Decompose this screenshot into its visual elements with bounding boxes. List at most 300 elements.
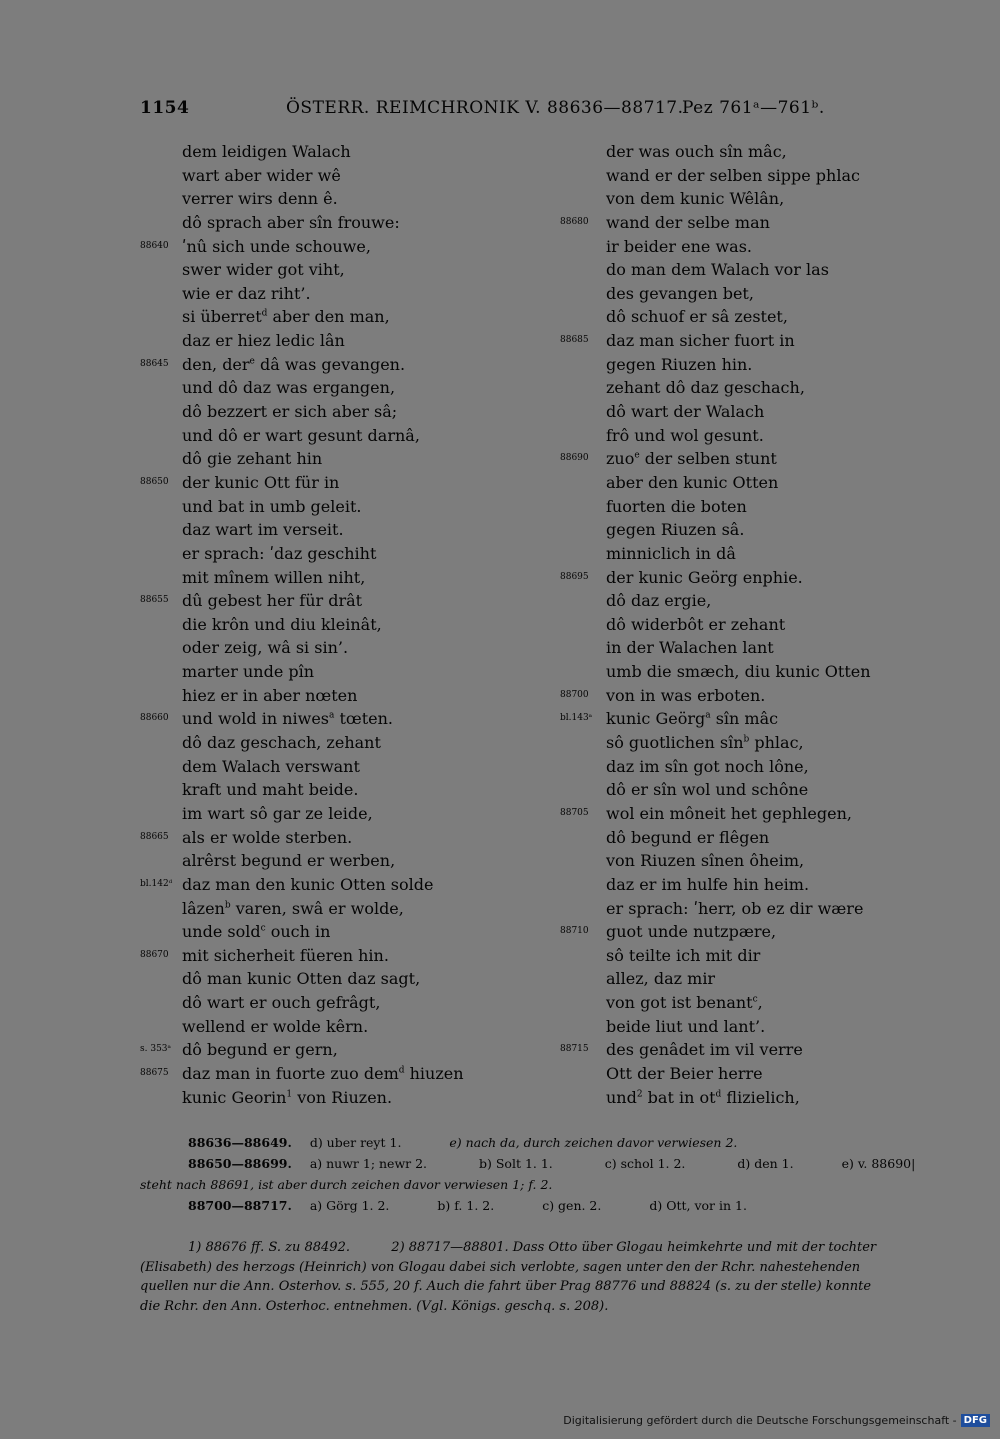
- verse-text: [182, 731, 381, 755]
- verse-text: [182, 495, 361, 519]
- verse-fragment: von in was erboten.: [606, 685, 766, 705]
- verse-line: [560, 471, 920, 495]
- left-verse-column: [140, 140, 500, 1109]
- verse-fragment: dô schuof er sâ zestet,: [606, 307, 788, 327]
- verse-line: [140, 778, 500, 802]
- verse-text: [182, 329, 345, 353]
- verse-line: [560, 187, 920, 211]
- apparatus-range: 88636—88649.: [188, 1135, 292, 1150]
- verse-fragment: er sprach: ʹdaz geschiht: [182, 543, 377, 563]
- verse-number: 88655: [140, 595, 169, 606]
- verse-fragment: mit mînem willen niht,: [182, 567, 366, 587]
- apparatus-note: steht nach 88691, ist aber durch zeichen davor verwiesen 1; f. 2.: [140, 1177, 553, 1192]
- verse-line: [140, 400, 500, 424]
- verse-line: [140, 424, 500, 448]
- verse-text: [182, 589, 362, 613]
- verse-number: s. 353ᵃ: [140, 1044, 171, 1055]
- verse-number: 88670: [140, 949, 169, 960]
- verse-fragment: der kunic Geörg enphie.: [606, 567, 803, 587]
- verse-fragment: varen, swâ er wolde,: [230, 898, 404, 918]
- verse-line: [560, 140, 920, 164]
- verse-line: [560, 684, 920, 708]
- verse-text: [606, 235, 752, 259]
- verse-text: [182, 755, 360, 779]
- verse-line: [140, 305, 500, 329]
- verse-fragment: von got ist benant: [606, 993, 753, 1013]
- verse-line: [560, 400, 920, 424]
- verse-fragment: swer wider got viht,: [182, 260, 345, 280]
- verse-text: [606, 967, 715, 991]
- verse-number: 88680: [560, 216, 589, 227]
- verse-line: [140, 447, 500, 471]
- verse-fragment: im wart sô gar ze leide,: [182, 803, 373, 823]
- verse-fragment: dô daz ergie,: [606, 591, 712, 611]
- verse-fragment: daz man in fuorte zuo dem: [182, 1063, 399, 1083]
- verse-fragment: tœten.: [334, 709, 394, 729]
- verse-fragment: beide liut und lant’.: [606, 1016, 766, 1036]
- verse-text: [182, 991, 380, 1015]
- verse-text: [182, 873, 433, 897]
- verse-text: [182, 1015, 368, 1039]
- verse-line: [560, 873, 920, 897]
- verse-text: [182, 849, 395, 873]
- verse-line: [140, 1038, 500, 1062]
- verse-fragment: flizielich,: [721, 1087, 800, 1107]
- verse-text: [606, 826, 769, 850]
- verse-text: [182, 778, 358, 802]
- verse-line: [560, 944, 920, 968]
- verse-line: [560, 1015, 920, 1039]
- apparatus-note: d) uber reyt 1.: [309, 1135, 402, 1150]
- verse-line: [560, 329, 920, 353]
- verse-line: [560, 1062, 920, 1086]
- verse-number: 88695: [560, 571, 589, 582]
- verse-fragment: daz man den kunic Otten solde: [182, 874, 434, 894]
- verse-line: [560, 778, 920, 802]
- verse-fragment: von Riuzen sînen ôheim,: [606, 851, 805, 871]
- verse-text: [606, 566, 803, 590]
- verse-line: [560, 967, 920, 991]
- verse-number: bl.143ᵃ: [560, 713, 593, 724]
- apparatus-note: a) nuwr 1; newr 2.: [309, 1156, 428, 1171]
- verse-fragment: do man dem Walach vor las: [606, 260, 829, 280]
- verse-line: [560, 707, 920, 731]
- verse-text: [606, 376, 805, 400]
- verse-line: [140, 802, 500, 826]
- verse-text: [606, 920, 776, 944]
- apparatus-note: b) f. 1. 2.: [437, 1198, 495, 1213]
- verse-text: [182, 164, 341, 188]
- verse-fragment: sô teilte ich mit dir: [606, 945, 761, 965]
- verse-fragment: daz man sicher fuort in: [606, 331, 795, 351]
- verse-line: [140, 731, 500, 755]
- verse-text: [182, 376, 395, 400]
- verse-fragment: zuo: [606, 449, 635, 469]
- verse-line: [560, 211, 920, 235]
- verse-fragment: ouch in: [265, 922, 331, 942]
- verse-text: [606, 636, 774, 660]
- verse-fragment: den, der: [182, 354, 250, 374]
- footnote-line: quellen nur die Ann. Osterhov. s. 555, 20 f. Auch die fahrt über Prag 88776 und 88824 (s. zu der stelle) konnte: [140, 1279, 872, 1294]
- verse-fragment: wand er der selben sippe phlac: [606, 165, 860, 185]
- verse-text: [606, 471, 778, 495]
- verse-text: [182, 920, 330, 944]
- verse-number: 88715: [560, 1044, 589, 1055]
- verse-text: [606, 684, 765, 708]
- page-header: [140, 98, 840, 126]
- verse-fragment: daz er im hulfe hin heim.: [606, 874, 810, 894]
- verse-line: [560, 542, 920, 566]
- verse-text: [606, 424, 764, 448]
- verse-fragment: und: [606, 1087, 637, 1107]
- verse-line: [140, 707, 500, 731]
- verse-line: [140, 329, 500, 353]
- verse-text: [606, 211, 770, 235]
- verse-fragment: daz er hiez ledic lân: [182, 331, 345, 351]
- verse-text: [182, 566, 365, 590]
- verse-fragment: kunic Geörg: [606, 709, 706, 729]
- verse-fragment: wellend er wolde kêrn.: [182, 1016, 369, 1036]
- verse-line: [140, 613, 500, 637]
- verse-fragment: dô gie zehant hin: [182, 449, 323, 469]
- verse-fragment: von dem kunic Wêlân,: [606, 189, 785, 209]
- verse-text: [606, 1062, 763, 1086]
- verse-fragment: dû gebest her für drât: [182, 591, 363, 611]
- verse-line: [140, 589, 500, 613]
- verse-fragment: wie er daz riht’.: [182, 283, 311, 303]
- verse-line: [560, 518, 920, 542]
- apparatus-note: e) nach da, durch zeichen davor verwiesen 2.: [449, 1135, 738, 1150]
- verse-text: [182, 660, 314, 684]
- verse-fragment: er sprach: ʹherr, ob ez dir wære: [606, 898, 864, 918]
- verse-line: [140, 471, 500, 495]
- verse-text: [606, 944, 760, 968]
- verse-line: [140, 376, 500, 400]
- verse-superscript: 1: [286, 1089, 293, 1100]
- verse-line: [560, 636, 920, 660]
- apparatus-note: b) Solt 1. 1.: [479, 1156, 553, 1171]
- verse-fragment: ʹnû sich unde schouwe,: [182, 236, 371, 256]
- verse-fragment: der was ouch sîn mâc,: [606, 142, 787, 161]
- verse-superscript: a: [329, 711, 335, 722]
- footnote-line: die Rchr. den Ann. Osterhoc. entnehmen. (Vgl. Königs. geschq. s. 208).: [140, 1298, 609, 1314]
- verse-line: [140, 849, 500, 873]
- verse-line: [560, 235, 920, 259]
- verse-fragment: dô daz geschach, zehant: [182, 733, 381, 753]
- verse-number: 88660: [140, 713, 169, 724]
- verse-fragment: und bat in umb geleit.: [182, 496, 362, 516]
- verse-number: 88640: [140, 240, 169, 251]
- verse-text: [606, 755, 809, 779]
- verse-fragment: dô man kunic Otten daz sagt,: [182, 969, 421, 989]
- verse-line: [560, 660, 920, 684]
- critical-apparatus: [140, 1132, 970, 1216]
- verse-superscript: c: [260, 923, 266, 934]
- dfg-credit: [563, 1414, 990, 1427]
- verse-fragment: und wold in niwes: [182, 709, 330, 729]
- verse-number: 88675: [140, 1067, 169, 1078]
- right-verse-column: [560, 140, 920, 1109]
- verse-text: [606, 873, 809, 897]
- verse-number: 88665: [140, 831, 169, 842]
- verse-text: [182, 826, 352, 850]
- verse-text: [182, 187, 338, 211]
- verse-fragment: Ott der Beier herre: [606, 1063, 763, 1083]
- verse-text: [182, 802, 373, 826]
- verse-line: [140, 991, 500, 1015]
- verse-line: [140, 684, 500, 708]
- verse-fragment: daz wart im verseit.: [182, 520, 344, 540]
- verse-text: [606, 164, 860, 188]
- verse-line: [140, 353, 500, 377]
- verse-line: [560, 424, 920, 448]
- verse-text: [182, 542, 376, 566]
- verse-fragment: kraft und maht beide.: [182, 780, 359, 800]
- verse-text: [606, 731, 804, 755]
- verse-superscript: e: [634, 451, 640, 461]
- verse-fragment: gegen Riuzen hin.: [606, 354, 753, 374]
- verse-text: [606, 140, 787, 164]
- verse-fragment: dô begund er flêgen: [606, 827, 770, 847]
- apparatus-row: [140, 1153, 970, 1174]
- verse-text: [182, 1038, 338, 1062]
- verse-line: [560, 353, 920, 377]
- verse-line: [560, 613, 920, 637]
- verse-text: [606, 329, 795, 353]
- verse-text: [182, 897, 404, 921]
- verse-text: [182, 967, 420, 991]
- verse-text: [182, 613, 382, 637]
- verse-text: [182, 353, 405, 377]
- verse-fragment: allez, daz mir: [606, 969, 716, 989]
- verse-number: 88690: [560, 453, 589, 464]
- verse-line: [140, 1015, 500, 1039]
- verse-fragment: wand der selbe man: [606, 212, 770, 232]
- verse-fragment: minniclich in dâ: [606, 543, 736, 563]
- verse-fragment: sô guotlichen sîn: [606, 733, 744, 753]
- verse-fragment: dô sprach aber sîn frouwe:: [182, 212, 400, 232]
- verse-line: [140, 897, 500, 921]
- verse-fragment: hiez er in aber nœten: [182, 685, 358, 705]
- verse-fragment: oder zeig, wâ si sin’.: [182, 638, 349, 658]
- verse-superscript: c: [752, 994, 758, 1005]
- verse-fragment: phlac,: [749, 733, 804, 753]
- apparatus-note: d) den 1.: [737, 1156, 794, 1171]
- verse-text: [606, 400, 764, 424]
- verse-fragment: zehant dô daz geschach,: [606, 378, 805, 398]
- verse-line: [560, 305, 920, 329]
- verse-fragment: der selben stunt: [639, 449, 777, 469]
- verse-superscript: d: [715, 1089, 722, 1100]
- verse-line: [140, 164, 500, 188]
- verse-number: 88700: [560, 689, 589, 700]
- verse-line: [560, 164, 920, 188]
- verse-line: [140, 1062, 500, 1086]
- footnote-line: 1) 88676 ff. S. zu 88492. 2) 88717—88801. Dass Otto über Glogau heimkehrte und mit der tochter: [188, 1240, 877, 1255]
- verse-fragment: umb die smæch, diu kunic Otten: [606, 662, 871, 682]
- verse-fragment: und dô er wart gesunt darnâ,: [182, 425, 420, 445]
- verse-line: [140, 826, 500, 850]
- verse-line: [560, 802, 920, 826]
- verse-text: [182, 944, 389, 968]
- verse-text: [606, 991, 763, 1015]
- verse-line: [140, 873, 500, 897]
- verse-fragment: und dô daz was ergangen,: [182, 378, 396, 398]
- verse-fragment: aber den kunic Otten: [606, 472, 779, 492]
- verse-fragment: dô wart er ouch gefrâgt,: [182, 993, 381, 1013]
- verse-text: [606, 849, 804, 873]
- pez-reference: Pez 761ᵃ—761ᵇ.: [682, 98, 825, 118]
- verse-text: [606, 778, 808, 802]
- verse-text: [182, 211, 400, 235]
- verse-text: [182, 1062, 464, 1086]
- verse-text: [182, 258, 345, 282]
- verse-line: [560, 376, 920, 400]
- verse-fragment: von Riuzen.: [292, 1087, 393, 1107]
- verse-text: [182, 305, 390, 329]
- verse-superscript: b: [743, 734, 750, 745]
- verse-text: [606, 353, 752, 377]
- footnote-line: (Elisabeth) des herzogs (Heinrich) von Glogau dabei sich verlobte, sagen unter den der Rchr. nahestehenden: [140, 1259, 861, 1275]
- verse-fragment: unde sold: [182, 922, 261, 942]
- verse-line: [140, 967, 500, 991]
- verse-number: 88705: [560, 807, 589, 818]
- verse-text: [182, 471, 339, 495]
- verse-text: [606, 1086, 800, 1110]
- apparatus-row: [140, 1174, 970, 1195]
- verse-line: [560, 589, 920, 613]
- verse-line: [560, 1038, 920, 1062]
- verse-fragment: des gevangen bet,: [606, 283, 754, 303]
- verse-line: [560, 447, 920, 471]
- verse-line: [560, 920, 920, 944]
- verse-fragment: daz im sîn got noch lône,: [606, 756, 809, 776]
- verse-text: [606, 282, 754, 306]
- verse-text: [606, 258, 829, 282]
- verse-text: [606, 707, 778, 731]
- verse-text: [182, 1086, 392, 1110]
- verse-fragment: dem Walach verswant: [182, 756, 360, 776]
- apparatus-range: 88650—88699.: [188, 1156, 292, 1171]
- verse-fragment: des genâdet im vil verre: [606, 1040, 803, 1060]
- verse-line: [560, 1086, 920, 1110]
- apparatus-row: [140, 1132, 970, 1153]
- apparatus-note: c) gen. 2.: [542, 1198, 602, 1213]
- verse-fragment: ,: [757, 993, 763, 1013]
- verse-fragment: lâzen: [182, 898, 225, 918]
- verse-line: [560, 495, 920, 519]
- apparatus-note: a) Görg 1. 2.: [309, 1198, 390, 1213]
- verse-text: [606, 542, 736, 566]
- apparatus-row: [140, 1195, 970, 1216]
- verse-line: [140, 944, 500, 968]
- verse-text: [182, 282, 311, 306]
- verse-text: [182, 684, 357, 708]
- verse-line: [140, 235, 500, 259]
- verse-fragment: der kunic Ott für in: [182, 472, 340, 492]
- verse-line: [140, 495, 500, 519]
- verse-number: 88685: [560, 335, 589, 346]
- verse-line: [140, 660, 500, 684]
- verse-text: [606, 447, 777, 471]
- verse-text: [606, 802, 852, 826]
- footnotes: [140, 1238, 970, 1316]
- verse-line: [560, 282, 920, 306]
- verse-text: [182, 424, 420, 448]
- running-title: ÖSTERR. REIMCHRONIK V. 88636—88717.: [286, 98, 684, 118]
- verse-fragment: dô begund er gern,: [182, 1040, 338, 1060]
- verse-line: [140, 920, 500, 944]
- verse-line: [140, 566, 500, 590]
- verse-fragment: wart aber wider wê: [182, 165, 341, 185]
- verse-superscript: d: [261, 309, 268, 320]
- verse-number: 88645: [140, 358, 169, 369]
- verse-fragment: sîn mâc: [710, 709, 779, 729]
- verse-line: [140, 258, 500, 282]
- verse-superscript: 2: [636, 1089, 643, 1100]
- verse-fragment: ir beider ene was.: [606, 236, 752, 256]
- verse-fragment: wol ein môneit het gephlegen,: [606, 803, 852, 823]
- verse-fragment: als er wolde sterben.: [182, 827, 353, 847]
- verse-fragment: alrêrst begund er werben,: [182, 851, 396, 871]
- verse-line: [560, 755, 920, 779]
- verse-text: [606, 187, 784, 211]
- verse-line: [560, 258, 920, 282]
- verse-fragment: dô er sîn wol und schône: [606, 780, 809, 800]
- verse-text: [606, 495, 747, 519]
- verse-fragment: bat in ot: [642, 1087, 716, 1107]
- verse-superscript: d: [398, 1065, 405, 1076]
- verse-fragment: aber den man,: [267, 307, 390, 327]
- verse-fragment: gegen Riuzen sâ.: [606, 520, 745, 540]
- verse-fragment: dô wart der Walach: [606, 402, 765, 422]
- verse-superscript: b: [224, 900, 231, 911]
- apparatus-note: c) schol 1. 2.: [604, 1156, 686, 1171]
- verse-fragment: in der Walachen lant: [606, 638, 774, 658]
- verse-line: [560, 897, 920, 921]
- page-number: 1154: [140, 98, 190, 118]
- verse-text: [606, 1038, 803, 1062]
- verse-line: [560, 826, 920, 850]
- verse-text: [182, 400, 397, 424]
- verse-fragment: dô widerbôt er zehant: [606, 614, 786, 634]
- verse-superscript: e: [249, 356, 255, 367]
- verse-text: [182, 235, 371, 259]
- verse-line: [140, 755, 500, 779]
- verse-text: [606, 1015, 765, 1039]
- verse-fragment: guot unde nutzpære,: [606, 922, 777, 942]
- apparatus-note: e) v. 88690|: [841, 1156, 916, 1171]
- dfg-credit-text: Digitalisierung gefördert durch die Deutsche Forschungsgemeinschaft -: [563, 1414, 957, 1427]
- verse-number: bl.142ᵈ: [140, 878, 173, 889]
- verse-text: [606, 589, 711, 613]
- verse-text: [606, 613, 785, 637]
- verse-line: [560, 566, 920, 590]
- verse-text: [606, 518, 744, 542]
- verse-line: [140, 518, 500, 542]
- verse-number: 88650: [140, 476, 169, 487]
- verse-line: [560, 849, 920, 873]
- verse-text: [182, 140, 351, 164]
- verse-fragment: verrer wirs denn ê.: [182, 189, 338, 209]
- verse-fragment: si überret: [182, 307, 262, 327]
- verse-text: [182, 447, 322, 471]
- verse-fragment: die krôn und diu kleinât,: [182, 614, 382, 634]
- verse-fragment: dâ was gevangen.: [254, 354, 406, 374]
- verse-text: [606, 897, 863, 921]
- verse-fragment: frô und wol gesunt.: [606, 425, 764, 445]
- verse-line: [140, 282, 500, 306]
